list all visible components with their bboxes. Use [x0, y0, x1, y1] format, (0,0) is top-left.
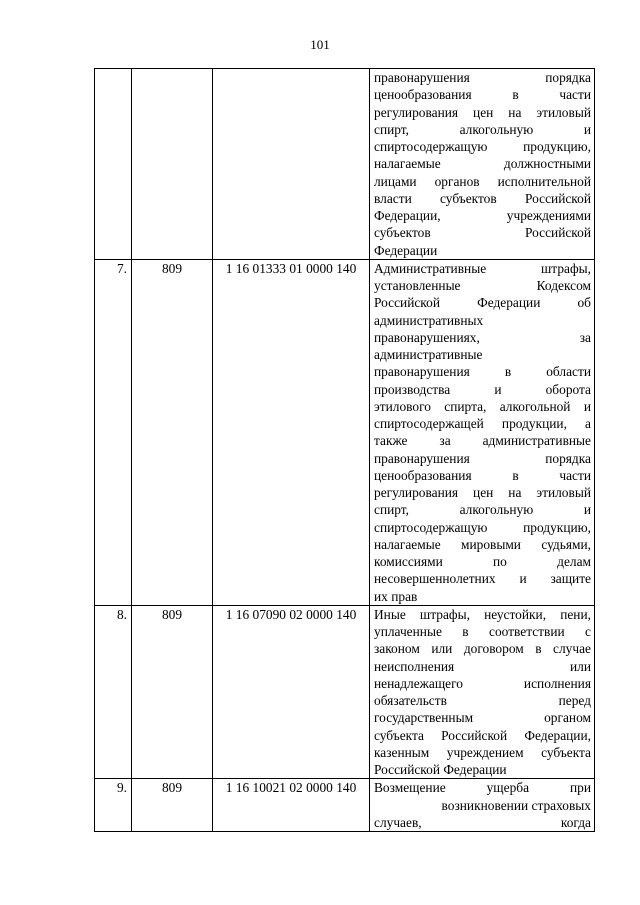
description-line: правонарушения порядка [374, 450, 591, 466]
description-cell [370, 69, 595, 260]
description-line: правонарушениях, за [374, 329, 591, 345]
description-line: правонарушения в области [374, 364, 591, 380]
description-line: лицами органов исполнительной [374, 173, 591, 189]
description-line: комиссиями по делам [374, 554, 591, 569]
description-cell [370, 779, 595, 832]
row-number-cell: 7. [95, 259, 132, 605]
page-number: 101 [310, 37, 330, 52]
description-line: спиртосодержащую продукцию, [374, 519, 591, 535]
description-line: налагаемые должностными [374, 156, 591, 172]
admin-code-cell: 809 [132, 259, 213, 605]
description-line: государственным органом [374, 710, 591, 726]
budget-code-cell [213, 69, 370, 260]
description-line: Российской Федерации [374, 762, 507, 777]
row-number-cell [95, 69, 132, 260]
description-line: спирт, алкогольную и [374, 502, 591, 518]
description-line: ценообразования в части [374, 467, 591, 483]
description-line: правонарушения порядка [374, 70, 591, 85]
description-line: производства и оборота [374, 381, 591, 397]
description-line: административные [374, 347, 483, 362]
description-line: Административные штрафы, [374, 260, 591, 276]
description-line: налагаемые мировыми судьями, [374, 536, 591, 552]
description-line: спиртосодержащую продукцию, [374, 139, 591, 154]
table-body [95, 69, 595, 832]
table-row [95, 69, 595, 260]
admin-code-cell: 809 [132, 605, 213, 779]
description-line: субъектов Российской [374, 225, 591, 241]
description-line: регулирования цен на этиловый [374, 485, 591, 500]
description-line: несовершеннолетних и защите [374, 571, 591, 587]
description-line: установленные Кодексом [374, 278, 591, 293]
budget-code-cell: 1 16 01333 01 0000 140 [213, 259, 370, 605]
admin-code-cell: 809 [132, 779, 213, 832]
description-line: власти субъектов Российской [374, 190, 591, 206]
description-line: обязательств перед [374, 693, 591, 708]
description-line: уплаченные в соответствии с [374, 624, 591, 639]
table-row [95, 605, 595, 779]
description-line: их прав [374, 588, 418, 604]
table-row [95, 779, 595, 832]
budget-code-cell: 1 16 07090 02 0000 140 [213, 605, 370, 779]
table-row [95, 259, 595, 605]
description-line: возникновении страховых [441, 797, 591, 813]
description-line: ненадлежащего исполнения [374, 675, 591, 691]
description-line: Федерации [374, 242, 438, 258]
description-line: административных [374, 312, 484, 328]
admin-code-cell [132, 69, 213, 260]
description-line: субъекта Российской Федерации, [374, 727, 591, 743]
description-line: Возмещение ущерба при [374, 780, 591, 796]
row-number-cell: 9. [95, 779, 132, 832]
description-line: Российской Федерации об [374, 295, 591, 311]
description-line: регулирования цен на этиловый [374, 104, 591, 120]
budget-code-cell: 1 16 10021 02 0000 140 [213, 779, 370, 832]
description-line: законом или договором в случае [374, 641, 591, 657]
description-cell [370, 605, 595, 779]
description-line: ценообразования в части [374, 87, 591, 103]
description-line: казенным учреждением субъекта [374, 744, 591, 760]
description-line: этилового спирта, алкогольной и [374, 398, 591, 414]
description-line: спирт, алкогольную и [374, 121, 591, 137]
description-line: также за административные [374, 433, 591, 449]
row-number-cell: 8. [95, 605, 132, 779]
description-line: неисполнения или [374, 658, 591, 674]
description-line: случаев, когда [374, 814, 591, 830]
description-line: спиртосодержащей продукции, а [374, 416, 591, 431]
description-cell [370, 259, 595, 605]
revenue-codes-table [94, 68, 595, 832]
description-line: Иные штрафы, неустойки, пени, [374, 606, 591, 622]
description-line: Федерации, учреждениями [374, 208, 591, 223]
